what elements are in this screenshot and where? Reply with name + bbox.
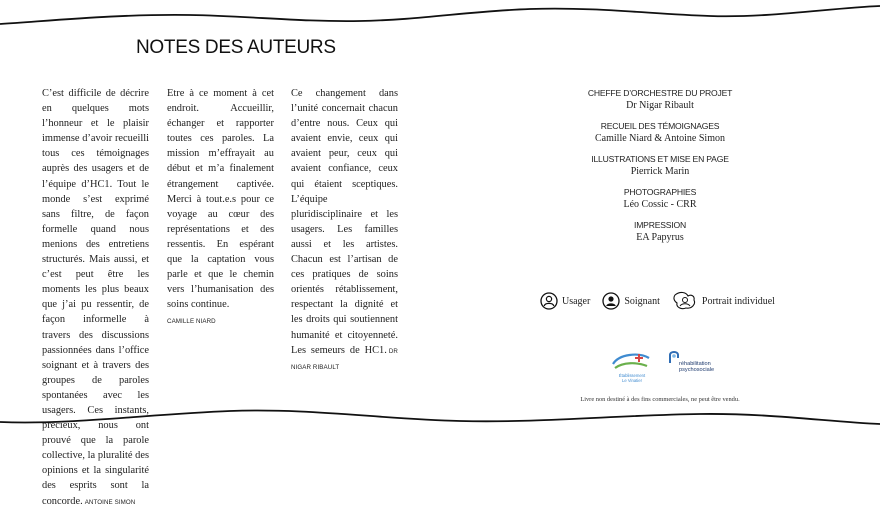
vinatier-logo-mark [609, 350, 655, 374]
logo-text-line: psychosociale [679, 366, 715, 373]
credit-name: Dr Nigar Ribault [626, 100, 694, 111]
icon-legend [540, 290, 787, 312]
credit-role: CHEFFE D’ORCHESTRE DU PROJET [587, 88, 733, 98]
vinatier-logo [609, 350, 655, 382]
signature: ANTOINE SIMON [84, 498, 136, 506]
page-title: NOTES DES AUTEURS [136, 37, 336, 58]
logo-text-line: réhabilitation [679, 361, 711, 367]
credit-name: Pierrick Marin [630, 166, 690, 177]
vinatier-logo-text [609, 374, 655, 383]
credit-role: PHOTOGRAPHIES [623, 187, 697, 197]
legend-item-portrait [672, 290, 775, 312]
credit-item [560, 87, 760, 112]
signature: CAMILLE NIARD [167, 318, 216, 326]
author-note-antoine [42, 86, 149, 510]
user-circle-icon [540, 292, 558, 310]
rehabilitation-logo-text [679, 362, 714, 374]
credit-role: IMPRESSION [634, 220, 686, 230]
credit-name: Camille Niard & Antoine Simon [595, 133, 725, 144]
note-text: Etre à ce moment à cet endroit. Accueillir, échanger et rapporter toutes ces paroles. La mission m’effrayait au début et m’a finalement étrangement captivée. Merci à tout.e.s pour ce voyage au cœur des représentations et des ressentis. En espérant que la captation vous parle et que le chemin vers l’humanisation des soins continue. [167, 88, 274, 311]
top-wavy-edge [0, 0, 880, 40]
legend-label: Portrait individuel [701, 295, 775, 307]
footer-disclaimer: Livre non destiné à des fins commerciales, ne peut être vendu. [580, 396, 740, 403]
author-note-camille [167, 86, 274, 330]
legend-label: Usager [562, 295, 591, 307]
author-note-nigar [291, 86, 398, 375]
credit-role: RECUEIL DES TÉMOIGNAGES [600, 121, 720, 131]
legend-item-soignant [602, 292, 660, 310]
credit-item [560, 219, 760, 244]
caregiver-circle-icon [602, 292, 620, 310]
logo-text-line: Établissement [618, 373, 646, 378]
credit-role: ILLUSTRATIONS ET MISE EN PAGE [591, 154, 729, 164]
credit-item [560, 120, 760, 145]
note-text: C’est difficile de décrire en quelques mots l’honneur et le plaisir immense d’avoir recueilli tous ces témoignages auprès des usagers et de l’équipe d’HC1. Tout le monde s’est exprimé sans filtre, de façon formelle quand nous menions des entretiens structurés. Mais aussi, et c’est peut être les moments les plus beaux que j’ai pu ressentir, de façon informelle à travers des discussions passionnées dans l’office soignant et à travers des groupes de paroles spontanées avec les usagers. Ces instants, précieux, nous ont prouvé que la parole collective, la pluralité des opinions et la singularité des esprits sont la concorde. [42, 88, 149, 507]
signature: DR NIGAR RIBAULT [291, 347, 398, 371]
hand-drawn-portrait-icon [672, 290, 698, 312]
logo-text-line: Le Vinatier [622, 377, 642, 383]
rehabilitation-logo [666, 350, 726, 380]
legend-label: Soignant [624, 295, 660, 307]
note-text: Ce changement dans l’unité concernait chacun d’entre nous. Ceux qui avaient envie, ceux qui avaient peur, ceux qui avaient confiance, ceux qui étaient sceptiques. L’équipe pluridisciplinaire et les usagers. Les familles aussi et les artistes. Chacun est l’artisan de ces pratiques de soins orientés rétablissement, respectant la dignité et les droits qui soutiennent humanité et citoyenneté. Les semeurs de HC1. [291, 88, 398, 356]
credit-item [560, 186, 760, 211]
legend-item-usager [540, 292, 590, 310]
credit-name: Léo Cossic - CRR [623, 199, 697, 210]
credit-name: EA Papyrus [636, 232, 684, 243]
credit-item [560, 153, 760, 178]
credits-block [560, 87, 760, 252]
